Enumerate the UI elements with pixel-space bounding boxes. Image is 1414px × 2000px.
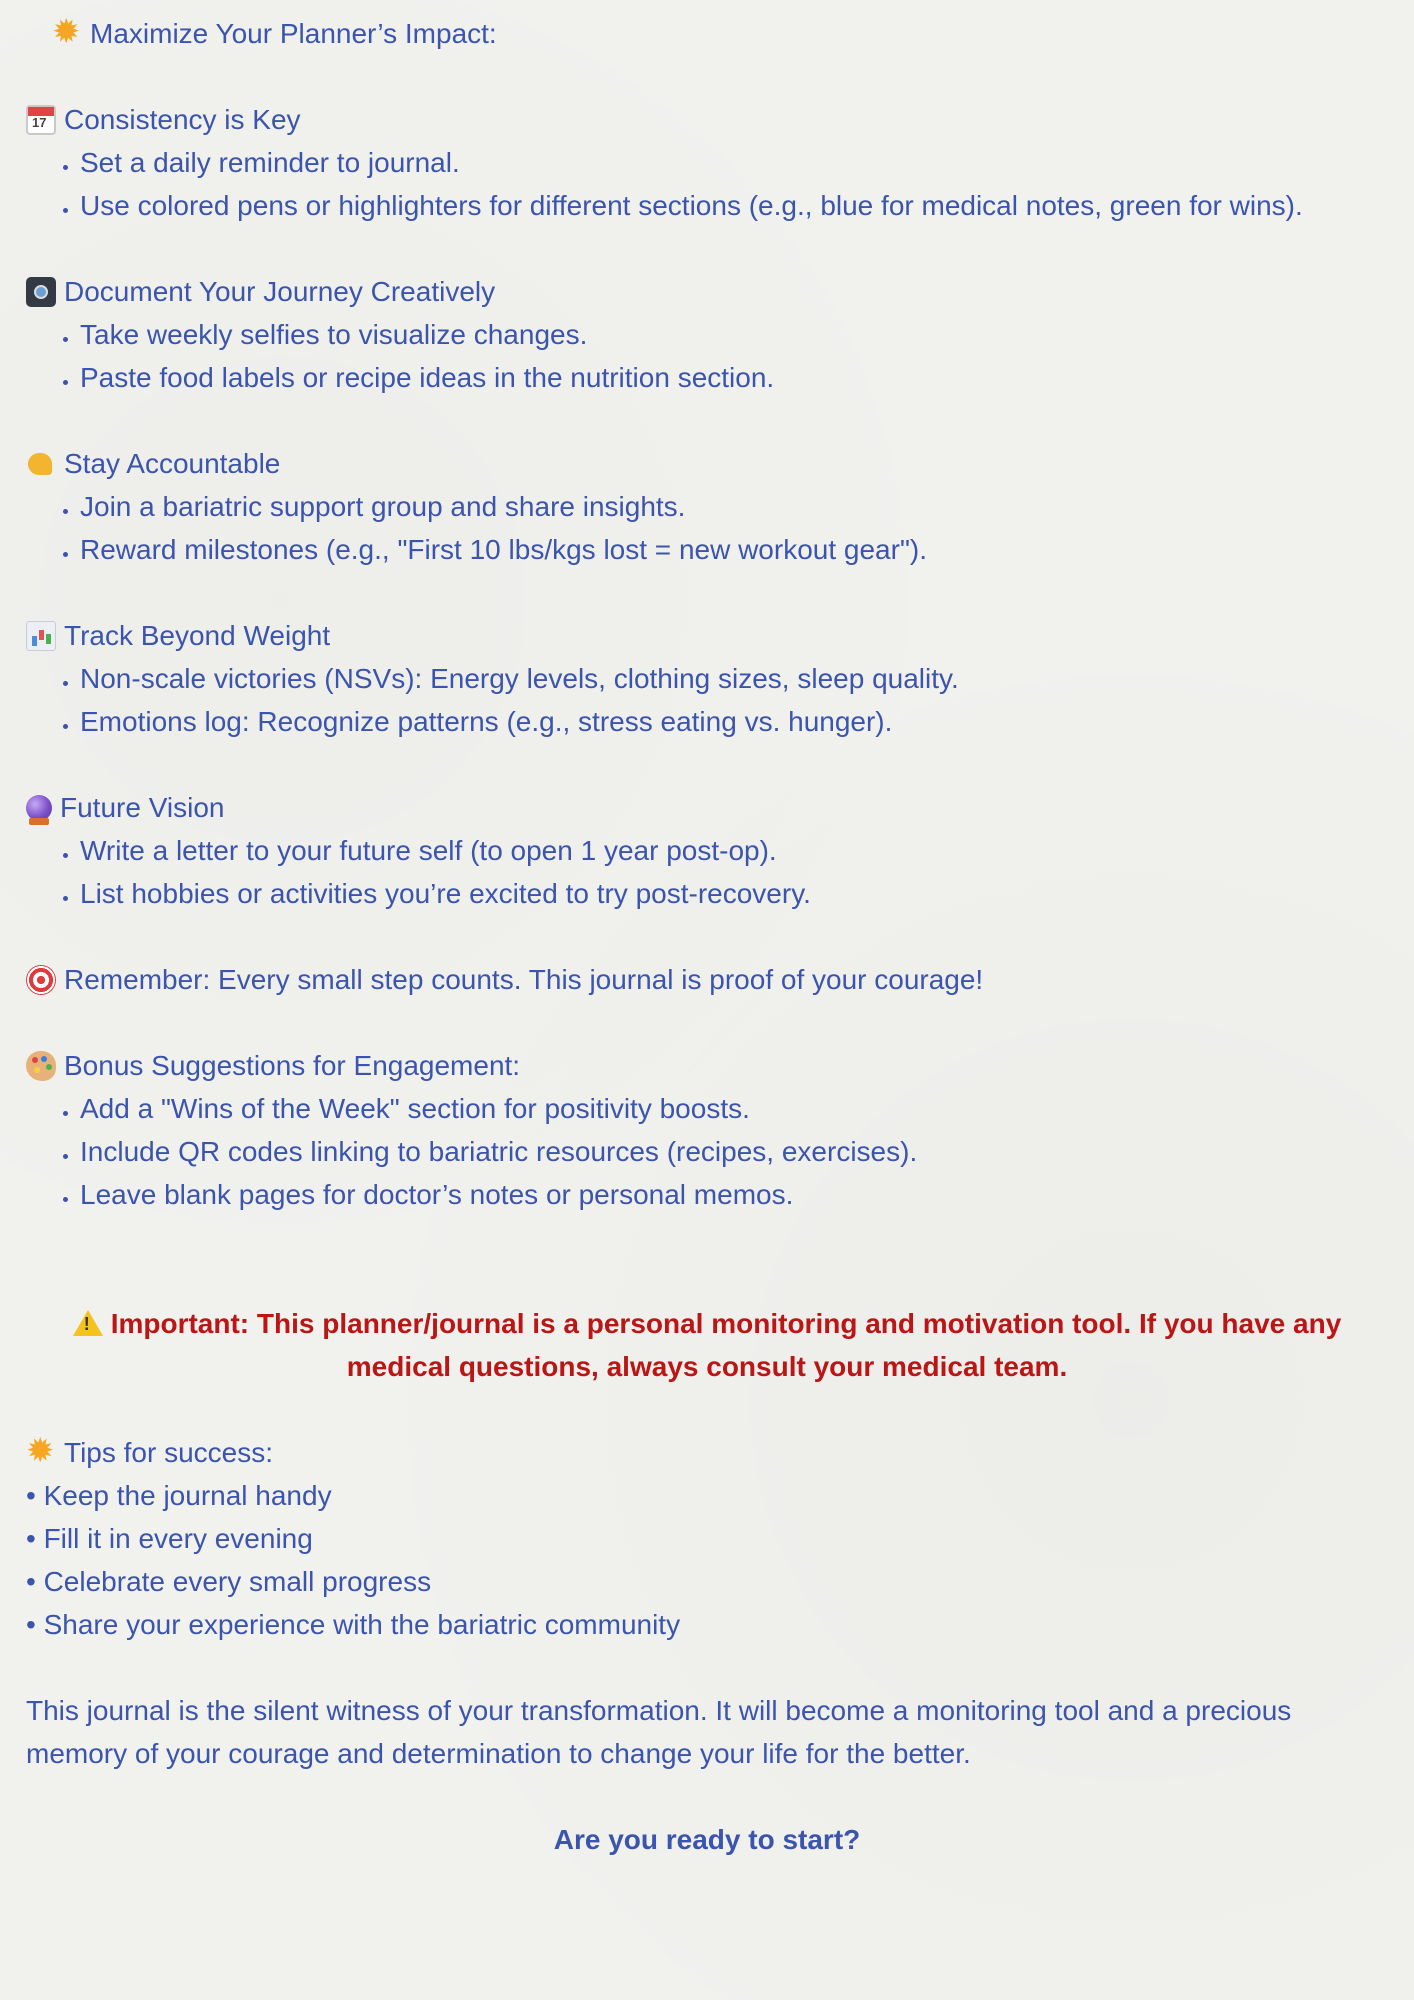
section-title: Future Vision — [60, 792, 225, 823]
tip-line: • Fill it in every evening — [26, 1523, 313, 1554]
closing-paragraph: This journal is the silent witness of your transformation. It will become a monitoring tool and a precious memory of your courage and determination to change your life for the better. — [26, 1695, 1292, 1769]
section-consistency — [26, 98, 1388, 227]
list-item: • Reward milestones (e.g., "First 10 lbs/kgs lost = new workout gear"). — [80, 528, 1388, 571]
section-title: Track Beyond Weight — [64, 620, 331, 651]
tip-line: • Keep the journal handy — [26, 1480, 332, 1511]
list-item: • Write a letter to your future self (to open 1 year post-op). — [80, 829, 1388, 872]
warning-icon — [73, 1307, 103, 1337]
list-item: • Set a daily reminder to journal. — [80, 141, 1388, 184]
section-title: Stay Accountable — [64, 448, 281, 479]
remember-text: Remember: Every small step counts. This journal is proof of your courage! — [64, 964, 984, 995]
camera-icon — [26, 277, 56, 307]
list-item: • Join a bariatric support group and share insights. — [80, 485, 1388, 528]
tip-line: • Celebrate every small progress — [26, 1566, 432, 1597]
warning-text: Important: This planner/journal is a personal monitoring and motivation tool. If you have any medical questions, always consult your medical team. — [110, 1308, 1342, 1382]
section-tips — [26, 1431, 1388, 1646]
star-icon — [26, 1438, 56, 1468]
list-item: • Paste food labels or recipe ideas in the nutrition section. — [80, 356, 1388, 399]
section-document-journey — [26, 270, 1388, 399]
section-title: Document Your Journey Creatively — [64, 276, 496, 307]
list-item: • Non-scale victories (NSVs): Energy levels, clothing sizes, sleep quality. — [80, 657, 1388, 700]
section-list — [26, 1087, 1388, 1216]
flexed-biceps-icon — [26, 449, 56, 479]
section-title: Bonus Suggestions for Engagement: — [64, 1050, 521, 1081]
bar-chart-icon — [26, 621, 56, 651]
intro-title: Maximize Your Planner’s Impact: — [90, 18, 497, 49]
list-item: • Include QR codes linking to bariatric resources (recipes, exercises). — [80, 1130, 1388, 1173]
closing-question: Are you ready to start? — [553, 1824, 861, 1855]
list-item: • Leave blank pages for doctor’s notes or personal memos. — [80, 1173, 1388, 1216]
list-item: • Use colored pens or highlighters for different sections (e.g., blue for medical notes, green for wins). — [80, 184, 1388, 227]
section-future-vision — [26, 786, 1388, 915]
section-list — [26, 141, 1388, 227]
list-item: • Emotions log: Recognize patterns (e.g., stress eating vs. hunger). — [80, 700, 1388, 743]
list-item: • List hobbies or activities you’re excited to try post-recovery. — [80, 872, 1388, 915]
star-icon — [52, 19, 82, 49]
section-list — [26, 829, 1388, 915]
section-title: Tips for success: — [64, 1437, 274, 1468]
important-warning — [26, 1302, 1388, 1388]
section-list — [26, 485, 1388, 571]
remember-line — [26, 958, 1388, 1001]
intro-heading — [26, 12, 1388, 55]
tip-line: • Share your experience with the bariatric community — [26, 1609, 681, 1640]
list-item: • Take weekly selfies to visualize changes. — [80, 313, 1388, 356]
section-list — [26, 657, 1388, 743]
calendar-icon — [26, 105, 56, 135]
crystal-ball-icon — [26, 795, 52, 821]
section-accountable — [26, 442, 1388, 571]
list-item: • Add a "Wins of the Week" section for positivity boosts. — [80, 1087, 1388, 1130]
section-title: Consistency is Key — [64, 104, 301, 135]
section-track-beyond-weight — [26, 614, 1388, 743]
palette-icon — [26, 1051, 56, 1081]
section-bonus — [26, 1044, 1388, 1216]
target-icon — [26, 965, 56, 995]
section-list — [26, 313, 1388, 399]
